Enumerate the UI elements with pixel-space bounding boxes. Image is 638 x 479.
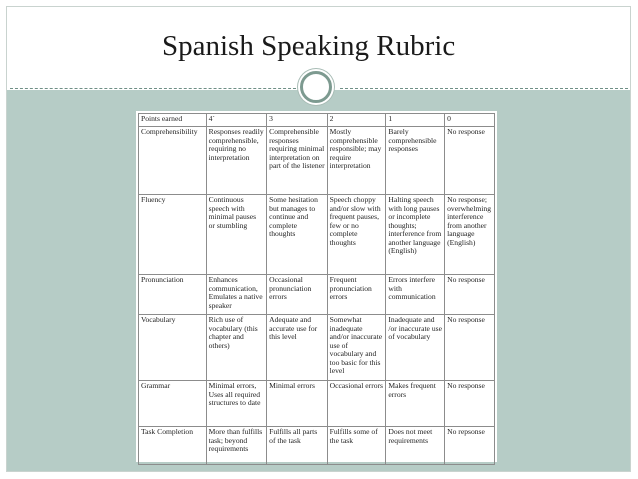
table-row — [139, 195, 495, 275]
rubric-image — [136, 111, 497, 462]
table-cell: Halting speech with long pauses or incomplete thoughts; interference from another language (English) — [386, 195, 445, 275]
table-cell: No repsonse — [445, 427, 495, 465]
table-cell: No response; overwhelming interference from another language (English) — [445, 195, 495, 275]
table-cell: Rich use of vocabulary (this chapter and others) — [206, 315, 267, 381]
table-cell: Does not meet requirements — [386, 427, 445, 465]
criterion-cell: Grammar — [139, 381, 207, 427]
table-cell: Mostly comprehensible responsible; may require interpretation — [327, 127, 386, 195]
divider-line-right — [340, 88, 628, 89]
table-cell: No response — [445, 315, 495, 381]
header-cell: 2 — [327, 114, 386, 127]
table-row — [139, 381, 495, 427]
criterion-cell: Pronunciation — [139, 275, 207, 315]
header-cell: Points earned — [139, 114, 207, 127]
table-cell: Makes frequent errors — [386, 381, 445, 427]
table-cell: Fulfills all parts of the task — [267, 427, 328, 465]
table-cell: No response — [445, 127, 495, 195]
table-cell: Inadequate and /or inaccurate use of vocabulary — [386, 315, 445, 381]
criterion-cell: Fluency — [139, 195, 207, 275]
divider-line-left — [10, 88, 296, 89]
criterion-cell: Vocabulary — [139, 315, 207, 381]
table-row — [139, 127, 495, 195]
table-cell: Occasional pronunciation errors — [267, 275, 328, 315]
table-cell: Occasional errors — [327, 381, 386, 427]
header-cell: 3 — [267, 114, 328, 127]
criterion-cell: Comprehensibility — [139, 127, 207, 195]
table-cell: Fulfills some of the task — [327, 427, 386, 465]
table-cell: Frequent pronunciation errors — [327, 275, 386, 315]
table-cell: Continuous speech with minimal pauses or stumbling — [206, 195, 267, 275]
table-cell: Enhances communication, Emulates a native speaker — [206, 275, 267, 315]
slide-title: Spanish Speaking Rubric — [162, 30, 456, 62]
table-cell: Some hesitation but manages to continue and complete thoughts — [267, 195, 328, 275]
header-cell: 1 — [386, 114, 445, 127]
rubric-table — [138, 113, 495, 465]
table-row — [139, 275, 495, 315]
ring-ornament-icon — [300, 71, 332, 103]
header-cell: 4` — [206, 114, 267, 127]
table-row — [139, 427, 495, 465]
table-cell: Comprehensible responses requiring minimal interpretation on part of the listener — [267, 127, 328, 195]
table-cell: No response — [445, 381, 495, 427]
header-cell: 0 — [445, 114, 495, 127]
table-cell: No response — [445, 275, 495, 315]
table-cell: Speech choppy and/or slow with frequent pauses, few or no complete thoughts — [327, 195, 386, 275]
rubric-header-row — [139, 114, 495, 127]
criterion-cell: Task Completion — [139, 427, 207, 465]
table-cell: Barely comprehensible responses — [386, 127, 445, 195]
table-cell: Minimal errors — [267, 381, 328, 427]
table-cell: Responses readily comprehensible, requiring no interpretation — [206, 127, 267, 195]
table-cell: Errors interfere with communication — [386, 275, 445, 315]
table-cell: Adequate and accurate use for this level — [267, 315, 328, 381]
table-cell: Somewhat inadequate and/or inaccurate use of vocabulary and too basic for this level — [327, 315, 386, 381]
table-cell: Minimal errors, Uses all required structures to date — [206, 381, 267, 427]
table-cell: More than fulfills task; beyond requirements — [206, 427, 267, 465]
table-row — [139, 315, 495, 381]
